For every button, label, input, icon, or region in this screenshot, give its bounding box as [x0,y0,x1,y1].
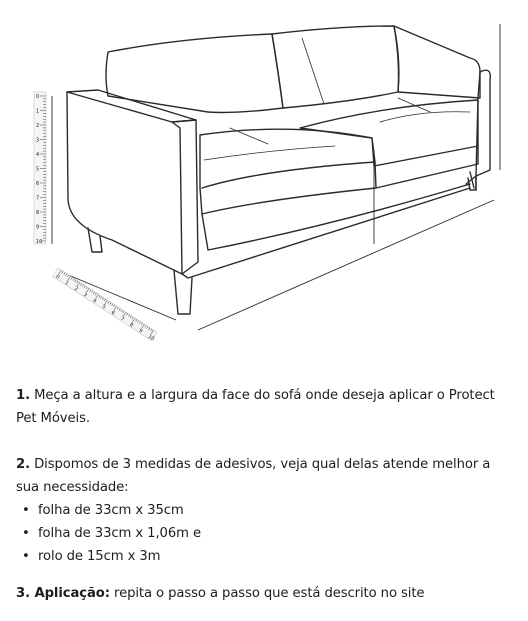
width-line [198,200,494,330]
step-3-number: 3. Aplicação: [16,586,110,601]
step-2-number: 2. [16,457,30,472]
seat-cushion-left [200,129,375,188]
ruler-label: 7 [119,315,126,323]
step-1 [16,384,516,430]
front-right-leg [174,270,192,314]
step-1-number: 1. [16,388,30,403]
front-left-leg [88,228,102,252]
right-arm-top [394,26,480,98]
list-item: • folha de 33cm x 35cm [22,499,516,522]
ruler-label: 9 [36,224,40,231]
ruler-label: 4 [91,297,98,305]
ruler-label: 2 [72,285,79,293]
step-2-text: Dispomos de 3 medidas de adesivos, veja qual delas atende melhor a sua necessidade: [16,457,491,495]
back-cushion-right [272,26,399,108]
ruler-label: 10 [146,333,156,343]
list-item: • folha de 33cm x 1,06m e [22,522,516,545]
seat-cushion-right [300,100,478,166]
ruler-label: 9 [137,327,144,335]
ruler-label: 1 [63,279,70,287]
ruler-label: 1 [36,108,40,115]
diagonal-ruler [52,268,158,342]
ruler-label: 0 [36,94,40,100]
ruler-label: 7 [36,195,40,202]
ruler-label: 6 [109,309,116,317]
list-item: • rolo de 15cm x 3m [22,545,516,568]
step-2 [16,453,516,568]
ruler-label: 8 [36,210,40,216]
ruler-label: 5 [100,303,107,311]
ruler-label: 3 [36,137,40,144]
sticker-size-list [16,499,516,568]
ruler-label: 5 [36,166,40,173]
ruler-label: 2 [36,123,40,129]
step-3-text: repita o passo a passo que está descrito no site [114,586,425,601]
vertical-ruler [34,92,46,245]
left-arm-top [67,90,196,122]
step-3 [16,582,516,605]
ruler-label: 4 [36,152,40,158]
ruler-label: 6 [36,181,40,187]
ruler-label: 8 [128,321,135,329]
ruler-label: 0 [54,273,61,281]
ruler-label: 3 [82,291,89,299]
ruler-label: 10 [36,239,43,245]
step-1-text: Meça a altura e a largura da face do sofá onde deseja aplicar o Protect Pet Móveis. [16,388,495,426]
